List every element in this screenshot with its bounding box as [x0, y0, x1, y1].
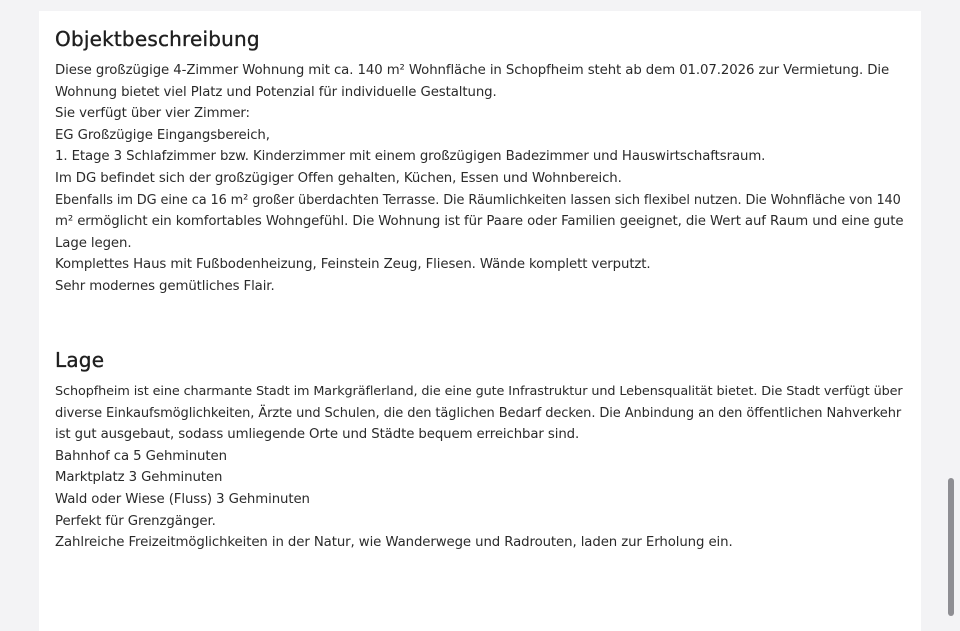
scrollbar-thumb[interactable] [948, 478, 954, 616]
text-line: Sie verfügt über vier Zimmer: [55, 106, 250, 122]
text-line: Zahlreiche Freizeitmöglichkeiten in der Natur, wie Wanderwege und Radrouten, laden zur Erholung ein. [55, 535, 733, 551]
text-line: 1. Etage 3 Schlafzimmer bzw. Kinderzimmer mit einem großzügigen Badezimmer und Hauswirtschaftsraum. [55, 149, 766, 165]
text-line: Komplettes Haus mit Fußbodenheizung, Feinstein Zeug, Fliesen. Wände komplett verputzt. [55, 257, 651, 273]
section-title-lage: Lage [55, 348, 105, 372]
text-line: Sehr modernes gemütliches Flair. [55, 278, 275, 294]
text-line: Wald oder Wiese (Fluss) 3 Gehminuten [55, 491, 310, 507]
objektbeschreibung-text [55, 60, 905, 298]
text-line: Lage legen. [55, 235, 132, 251]
page-scrollbar[interactable] [950, 0, 960, 616]
text-line: Perfekt für Grenzgänger. [55, 513, 216, 529]
text-line: diverse Einkaufsmöglichkeiten, Ärzte und Schulen, die den täglichen Bedarf decken. Die Anbindung an den öffentlichen Nahverkehr [55, 405, 902, 421]
text-line: Diese großzügige 4-Zimmer Wohnung mit ca. 140 m² Wohnfläche in Schopfheim steht ab dem 01.07.2026 zur Vermietung. Die [55, 63, 890, 78]
section-title-objektbeschreibung: Objektbeschreibung [55, 27, 260, 51]
section-lage [55, 347, 905, 554]
section-objektbeschreibung [55, 26, 905, 298]
text-line: Schopfheim ist eine charmante Stadt im Markgräflerland, die eine gute Infrastruktur und Lebensqualität bietet. Die Stadt verfügt über [55, 384, 903, 399]
lage-text [55, 381, 905, 554]
text-line: m² ermöglicht ein komfortables Wohngefühl. Die Wohnung ist für Paare oder Familien geeignet, die Wert auf Raum und eine gute [55, 214, 904, 230]
text-line: Bahnhof ca 5 Gehminuten [55, 448, 227, 464]
text-line: EG Großzügige Eingangsbereich, [55, 127, 270, 143]
text-line: Im DG befindet sich der großzügiger Offen gehalten, Küchen, Essen und Wohnbereich. [55, 170, 622, 186]
listing-details-card [39, 11, 921, 631]
text-line: ist gut ausgebaut, sodass umliegende Orte und Städte bequem erreichbar sind. [55, 427, 580, 443]
text-line: Marktplatz 3 Gehminuten [55, 470, 223, 486]
text-line: Wohnung bietet viel Platz und Potenzial für individuelle Gestaltung. [55, 84, 497, 100]
text-line: Ebenfalls im DG eine ca 16 m² großer überdachten Terrasse. Die Räumlichkeiten lassen sich flexibel nutzen. Die Wohnfläche von 140 [55, 192, 901, 208]
